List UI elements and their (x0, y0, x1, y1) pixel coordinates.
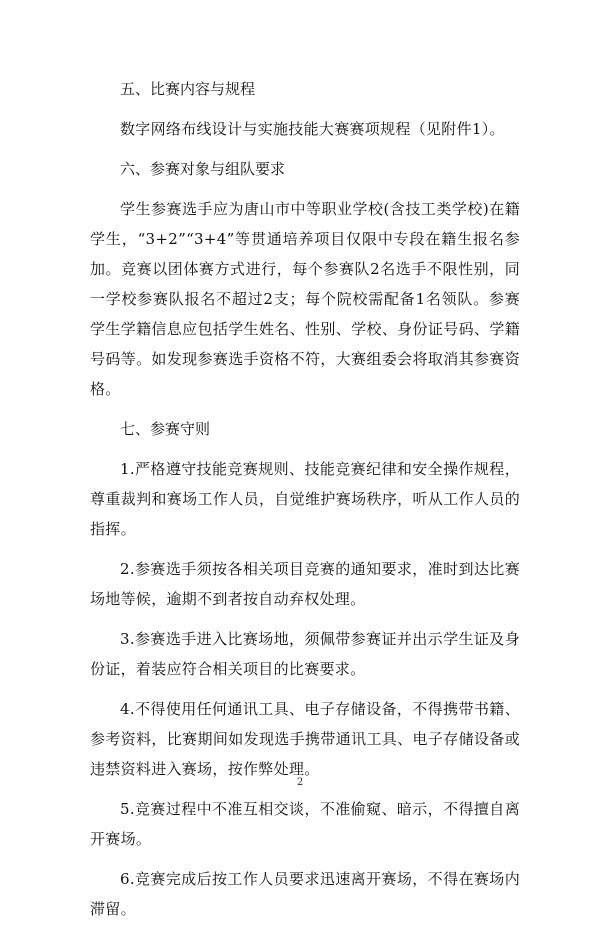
rule-item-6: 6.竞赛完成后按工作人员要求迅速离开赛场，不得在赛场内滞留。 (90, 870, 520, 918)
rule-item-2: 2.参赛选手须按各相关项目竞赛的通知要求，准时到达比赛场地等候，逾期不到者按自动弃权处理。 (90, 560, 520, 608)
section-participants (90, 154, 520, 404)
page-number: 2 (296, 777, 304, 788)
section-heading: 五、比赛内容与规程 (120, 80, 256, 98)
rule-item-3: 3.参赛选手进入比赛场地，须佩带参赛证并出示学生证及身份证，着装应符合相关项目的比赛要求。 (90, 630, 520, 678)
rule-item-1: 1.严格遵守技能竞赛规则、技能竞赛纪律和安全操作规程，尊重裁判和赛场工作人员，自觉维护赛场秩序，听从工作人员的指挥。 (90, 460, 520, 538)
section-heading: 七、参赛守则 (120, 420, 211, 438)
rule-item-5: 5.竞赛过程中不准互相交谈，不准偷窥、暗示，不得擅自离开赛场。 (90, 800, 520, 848)
section-heading: 六、参赛对象与组队要求 (120, 160, 286, 178)
paragraph: 数字网络布线设计与实施技能大赛赛项规程（见附件1）。 (120, 120, 505, 138)
paragraph: 学生参赛选手应为唐山市中等职业学校(含技工类学校)在籍学生，“3+2”“3+4”等贯通培养项目仅限中专段在籍生报名参加。竞赛以团体赛方式进行，每个参赛队2名选手不限性别，同一学校参赛队报名不超过2支；每个院校需配备1名领队。参赛学生学籍信息应包括学生姓名、性别、学校、身份证号码、学籍号码等。如发现参赛选手资格不符，大赛组委会将取消其参赛资格。 (90, 200, 520, 398)
section-competition-content (90, 74, 520, 144)
document-body (90, 74, 520, 934)
rule-item-4: 4.不得使用任何通讯工具、电子存储设备，不得携带书籍、参考资料，比赛期间如发现选手携带通讯工具、电子存储设备或违禁资料进入赛场，按作弊处理。 (90, 700, 520, 778)
